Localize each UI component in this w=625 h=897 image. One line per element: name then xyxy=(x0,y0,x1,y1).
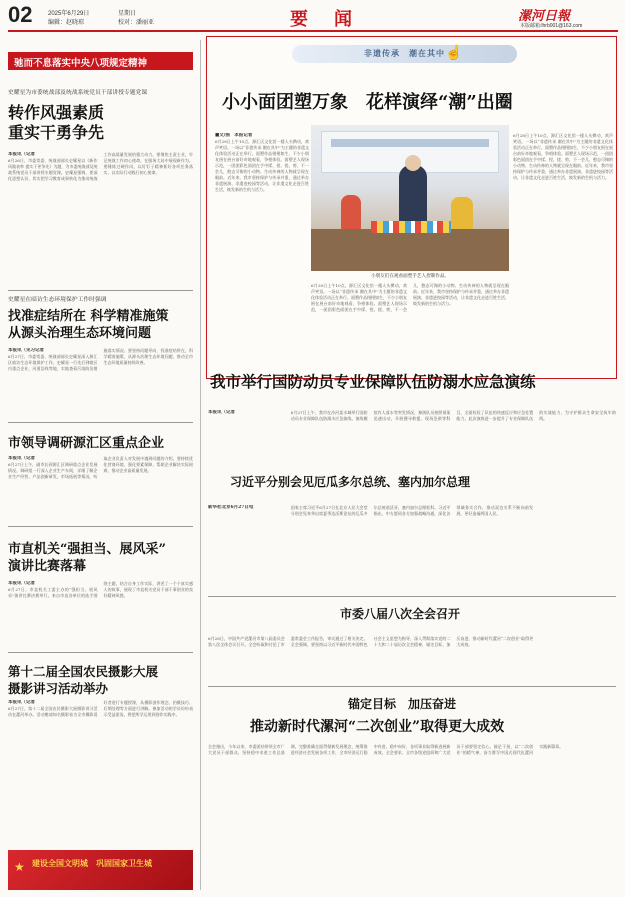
article-8-title: 市委八届八次全会召开 xyxy=(340,607,461,621)
photo-backdrop-stripe xyxy=(331,139,489,147)
section-title: 要 闻 xyxy=(290,9,356,30)
photo-person-head xyxy=(405,155,421,171)
article-7-text: 国家主席习近平6月27日在北京人民大会堂分别会见来华出席夏季达沃斯论坛的厄瓜多尔总统诺沃亚、塞内加尔总理松科。习近平指出，中方愿同各方加强战略沟通，深化各领域务实合作，推动双边关系不断向前发展，更好造福两国人民。 xyxy=(290,505,534,516)
issue-weekday: 星期日 xyxy=(118,11,137,17)
masthead xyxy=(0,0,625,40)
article-6-body xyxy=(208,410,616,466)
article-5-title-line2: 摄影讲习活动举办 xyxy=(8,681,109,696)
header-rule xyxy=(8,30,618,32)
feature-byline: ■文/图 本报记者 xyxy=(215,133,253,138)
article-6-byline: 本报讯（记者 xyxy=(208,410,235,415)
column-divider xyxy=(200,40,201,890)
article-3-text: 6月27日上午，副市长到源汇区调研重点企业发展情况。调研组一行深入企业生产车间，详细了解企业生产经营、产品创新研发、市场拓展等情况，听取企业负责人对发展中遇到问题的介绍。要持续优化营商环境，强化要素保障，帮助企业解决实际困难，推动企业高质量发展。 xyxy=(8,456,193,479)
article-4-title-line1: 市直机关“强担当、展风采” xyxy=(8,542,166,557)
feature-body-left xyxy=(215,133,309,373)
star-icon: ★ xyxy=(14,860,25,874)
article-6-text: 6月27日上午，我市在沙河某水域举行国防动员专业保障队伍防溺水应急演练。演练模拟有人落水等突发情况，参演队员按照预案迅速出动，开展搜寻救援、现场急救等科目，全面检验了队伍的快速反应和应急处置能力。此次演练进一步提升了专业保障队伍的实战能力，为守护群众生命安全筑牢防线。 xyxy=(290,410,616,421)
article-3-title: 市领导调研源汇区重点企业 xyxy=(8,436,165,451)
issue-date: 2025年6月29日 xyxy=(48,11,90,17)
feature-body-bottom xyxy=(311,283,509,373)
article-1-byline: 本报讯（记者 xyxy=(8,152,35,157)
article-8-body xyxy=(208,636,616,691)
proof-credit: 校对：潘丽亚 xyxy=(118,20,155,26)
divider xyxy=(208,596,616,597)
feature-title: 小小面团塑万象 花样演绎“潮”出圈 xyxy=(222,92,513,113)
article-2-title-line1: 找准症结所在 科学精准施策 xyxy=(8,309,169,324)
article-2-text: 6月27日，市委常委、统战部部长史耀星深入源汇区暗访生态环境保护工作。史耀星一行先后到辖区内重点企业、河道沿线等地，实地查看污染防治措施落实情况。要坚持问题导向，找准症结所在，科学精准施策，从源头治理生态环境问题，推动全市生态环境质量持续改善。 xyxy=(8,348,193,371)
feature-body-right xyxy=(513,133,613,373)
article-5-title-line1: 第十二届全国农民摄影大展 xyxy=(8,664,159,679)
editor-credit: 编辑：赵晓琼 xyxy=(48,20,85,26)
divider xyxy=(8,526,193,527)
article-9-text: 全会指出，今年以来，市委团结带领全市广大党员干部群众，坚持稳中求进工作总基调，完整准确全面贯彻新发展理念，统筹推进经济社会发展各项工作，全市经济运行稳中有进、稳中向好，各项事业取得新进展新成效。全会要求，全市各级党组织和广大党员干部要坚定信心、鼓足干劲，以“二次创业”的精气神，奋力谱写中国式现代化漯河实践新篇章。 xyxy=(208,744,564,755)
feature-badge-text: 非遗传承 潮在其中 xyxy=(364,49,445,58)
page-number: 02 xyxy=(8,2,33,27)
top-banner-text: 驰而不息落实中央八项规定精神 xyxy=(14,58,148,69)
article-4-text: 6月27日，市直机关工委主办的“强担当、展风采”演讲比赛决赛举行。来自市直各单位的选手围绕主题，结合自身工作实际，讲述了一个个真实感人的故事，展现了市直机关党员干部干事创业的良好精神风貌。 xyxy=(8,581,193,598)
divider xyxy=(8,422,193,423)
article-4-body xyxy=(8,581,193,661)
article-7-body xyxy=(208,505,616,595)
article-9-body xyxy=(208,744,616,890)
article-1-title-line2: 重实干勇争先 xyxy=(8,123,105,142)
article-5-byline: 本报讯（记者 xyxy=(8,700,35,705)
feature-box xyxy=(206,36,617,379)
bottom-banner-text: 建设全国文明城 巩固国家卫生城 xyxy=(32,859,152,868)
left-column xyxy=(8,40,193,890)
bottom-banner xyxy=(8,850,193,890)
feature-text-cont: 6月28日上午10点，源汇区文化馆一楼人头攒动，欢声笑语。一场以“非遗传承 潮在其中”为主题的非遗文化体验活动正在举行。面塑作品栩栩如生，不少小朋友围在展台前好奇地观看，争相体验。面塑艺人现场示范，一团团彩色面团在手中揉、捏、搓、剪，不一会儿，憨态可掬的小动物、生动传神的人物就呈现在眼前。近年来，我市坚持保护与传承并重，通过举办非遗展演、非遗进校园等活动，让非遗文化走进百姓生活，焕发新的生机与活力。 xyxy=(513,133,613,180)
article-5-body xyxy=(8,700,193,850)
top-banner xyxy=(8,52,193,70)
feature-text: 6月28日上午10点，源汇区文化馆一楼人头攒动，欢声笑语。一场以“非遗传承 潮在其中”为主题的非遗文化体验活动正在举行。面塑作品栩栩如生，不少小朋友围在展台前好奇地观看，争相体验。面塑艺人现场示范，一团团彩色面团在手中揉、捏、搓、剪，不一会儿，憨态可掬的小动物、生动传神的人物就呈现在眼前。近年来，我市坚持保护与传承并重，通过举办非遗展演、非遗进校园等活动，让非遗文化走进百姓生活，焕发新的生机与活力。 xyxy=(215,139,309,192)
article-5-text: 6月27日，第十二届全国农民摄影大展摄影讲习活动在漯河举办。活动邀请知名摄影家为全市摄影爱好者进行专题授课，从摄影创作理念、拍摄技巧、后期处理等方面进行讲解。参加活动的学员纷纷表示受益匪浅，将把所学运用到创作实践中。 xyxy=(8,700,193,717)
article-1-kicker: 史耀星为市委统战部及统战系统党员干部讲授专题党课 xyxy=(8,90,148,96)
article-2-title-line2: 从源头治理生态环境问题 xyxy=(8,326,152,341)
feature-text-cont: 6月28日上午10点，源汇区文化馆一楼人头攒动，欢声笑语。一场以“非遗传承 潮在其中”为主题的非遗文化体验活动正在举行。面塑作品栩栩如生，不少小朋友围在展台前好奇地观看，争相体验。面塑艺人现场示范，一团团彩色面团在手中揉、捏、搓、剪，不一会儿，憨态可掬的小动物、生动传神的人物就呈现在眼前。近年来，我市坚持保护与传承并重，通过举办非遗展演、非遗进校园等活动，让非遗文化走进百姓生活，焕发新的生机与活力。 xyxy=(311,283,509,312)
photo-table xyxy=(311,229,509,271)
photo-dough-figures xyxy=(371,221,451,233)
article-6-title: 我市举行国防动员专业保障队伍防溺水应急演练 xyxy=(210,372,536,391)
article-4-byline: 本报讯（记者 xyxy=(8,581,35,586)
feature-photo xyxy=(311,125,509,271)
feature-photo-caption: 小朋友们在观看面塑手艺人捏制作品。 xyxy=(370,274,450,279)
article-7-dateline: 新华社北京6月27日电 xyxy=(208,505,254,510)
article-2-kicker: 史耀星在暗访生态环境保护工作时强调 xyxy=(8,297,107,303)
hand-pointer-icon: ☝ xyxy=(445,45,463,61)
divider xyxy=(8,290,193,291)
photo-person xyxy=(399,165,427,225)
newsroom-email: 本版邮箱:lhrb001@163.com xyxy=(520,23,583,29)
article-1-body xyxy=(8,152,193,264)
article-8-text: 6月28日，中国共产党漯河市第八届委员会第八次全体会议召开。全会听取和讨论了市委常委会工作报告，审议通过了相关决定。全会强调，要坚持以习近平新时代中国特色社会主义思想为指导，深入贯彻落实党的二十大和二十届历次全会精神，锚定目标，加压奋进，推动新时代漯河“二次创业”取得更大成效。 xyxy=(208,636,534,647)
article-2-byline: 本报讯（见习记者 xyxy=(8,348,44,353)
feature-badge xyxy=(292,45,517,63)
article-7-title: 习近平分别会见厄瓜多尔总统、塞内加尔总理 xyxy=(230,475,471,489)
divider xyxy=(8,652,193,653)
article-9-title-line2: 推动新时代漯河“二次创业”取得更大成效 xyxy=(250,719,505,735)
newspaper-logo: 漯河日報 xyxy=(518,9,571,24)
article-9-title-line1: 锚定目标 加压奋进 xyxy=(348,697,457,711)
divider xyxy=(208,686,616,687)
article-3-byline: 本报讯（记者 xyxy=(8,456,35,461)
article-1-text: 6月26日，市委常委、统战部部长史耀星以《新作风做表率 提实干更争先》为题，为市委统战部及统战系统党员干部讲授专题党课。史耀星强调，要深化思想认识，切实把学习教育成果转化为推动统战工作高质量发展的强大动力。要聚焦主责主业，牢记统战工作初心使命，在服务大局中展现新作为。要锤炼过硬作风，以钉钉子精神抓好各项任务落实，以实际行动践行初心使命。 xyxy=(8,152,193,181)
article-1-title-line1: 转作风强素质 xyxy=(8,103,105,122)
article-4-title-line2: 演讲比赛落幕 xyxy=(8,559,87,574)
